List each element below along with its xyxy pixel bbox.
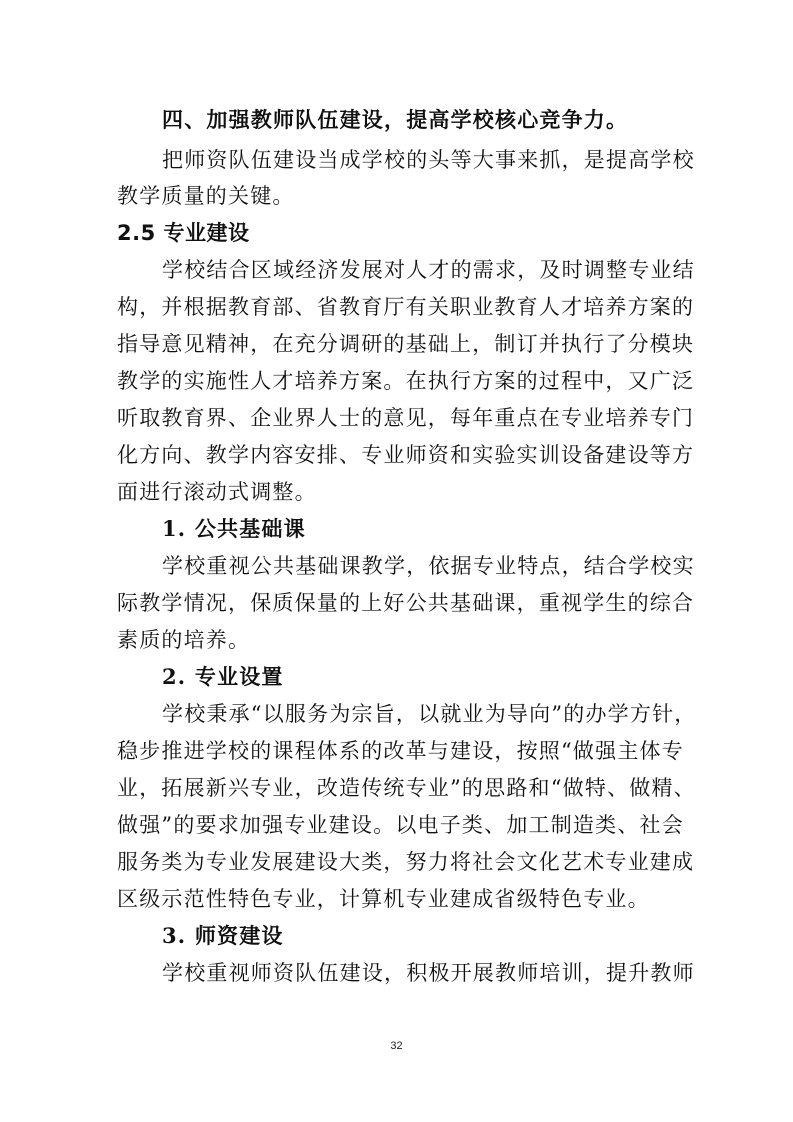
subsection-heading-1: 1. 公共基础课	[162, 516, 306, 541]
paragraph-line: 学校结合区域经济发展对人才的需求，及时调整专业结	[162, 258, 695, 282]
paragraph-line: 际教学情况，保质保量的上好公共基础课，重视学生的综合	[117, 591, 695, 615]
subsection-heading-3: 3. 师资建设	[162, 923, 284, 948]
paragraph-line: 指导意见精神，在充分调研的基础上，制订并执行了分模块	[117, 332, 695, 356]
paragraph-line: 学校重视公共基础课教学，依据专业特点，结合学校实	[162, 554, 695, 578]
paragraph-line: 教学质量的关键。	[117, 184, 295, 208]
paragraph-line: 学校重视师资队伍建设，积极开展教师培训，提升教师	[162, 961, 695, 985]
paragraph-line: 面进行滚动式调整。	[117, 480, 317, 504]
paragraph-line: 构，并根据教育部、省教育厅有关职业教育人才培养方案的	[117, 295, 695, 319]
paragraph-line: 学校秉承“以服务为宗旨，以就业为导向”的办学方针，	[162, 702, 697, 726]
paragraph-line: 把师资队伍建设当成学校的头等大事来抓，是提高学校	[162, 148, 695, 172]
section-heading-2-5: 2.5 专业建设	[117, 221, 250, 245]
paragraph-line: 做强”的要求加强专业建设。以电子类、加工制造类、社会	[117, 813, 684, 837]
page-number: 32	[390, 1040, 403, 1052]
paragraph-line: 区级示范性特色专业，计算机专业建成省级特色专业。	[117, 887, 650, 911]
paragraph-line: 稳步推进学校的课程体系的改革与建设，按照“做强主体专	[117, 739, 684, 763]
paragraph-line: 业，拓展新兴专业，改造传统专业”的思路和“做特、做精、	[117, 776, 696, 800]
subsection-heading-2: 2. 专业设置	[162, 664, 284, 689]
paragraph-line: 听取教育界、企业界人士的意见，每年重点在专业培养专门	[117, 406, 695, 430]
paragraph-line: 教学的实施性人才培养方案。在执行方案的过程中，又广泛	[117, 369, 695, 393]
section-heading-4: 四、加强教师队伍建设，提高学校核心竞争力。	[162, 107, 629, 132]
paragraph-line: 化方向、教学内容安排、专业师资和实验实训设备建设等方	[117, 443, 695, 467]
paragraph-line: 服务类为专业发展建设大类，努力将社会文化艺术专业建成	[117, 850, 695, 874]
paragraph-line: 素质的培养。	[117, 628, 251, 652]
